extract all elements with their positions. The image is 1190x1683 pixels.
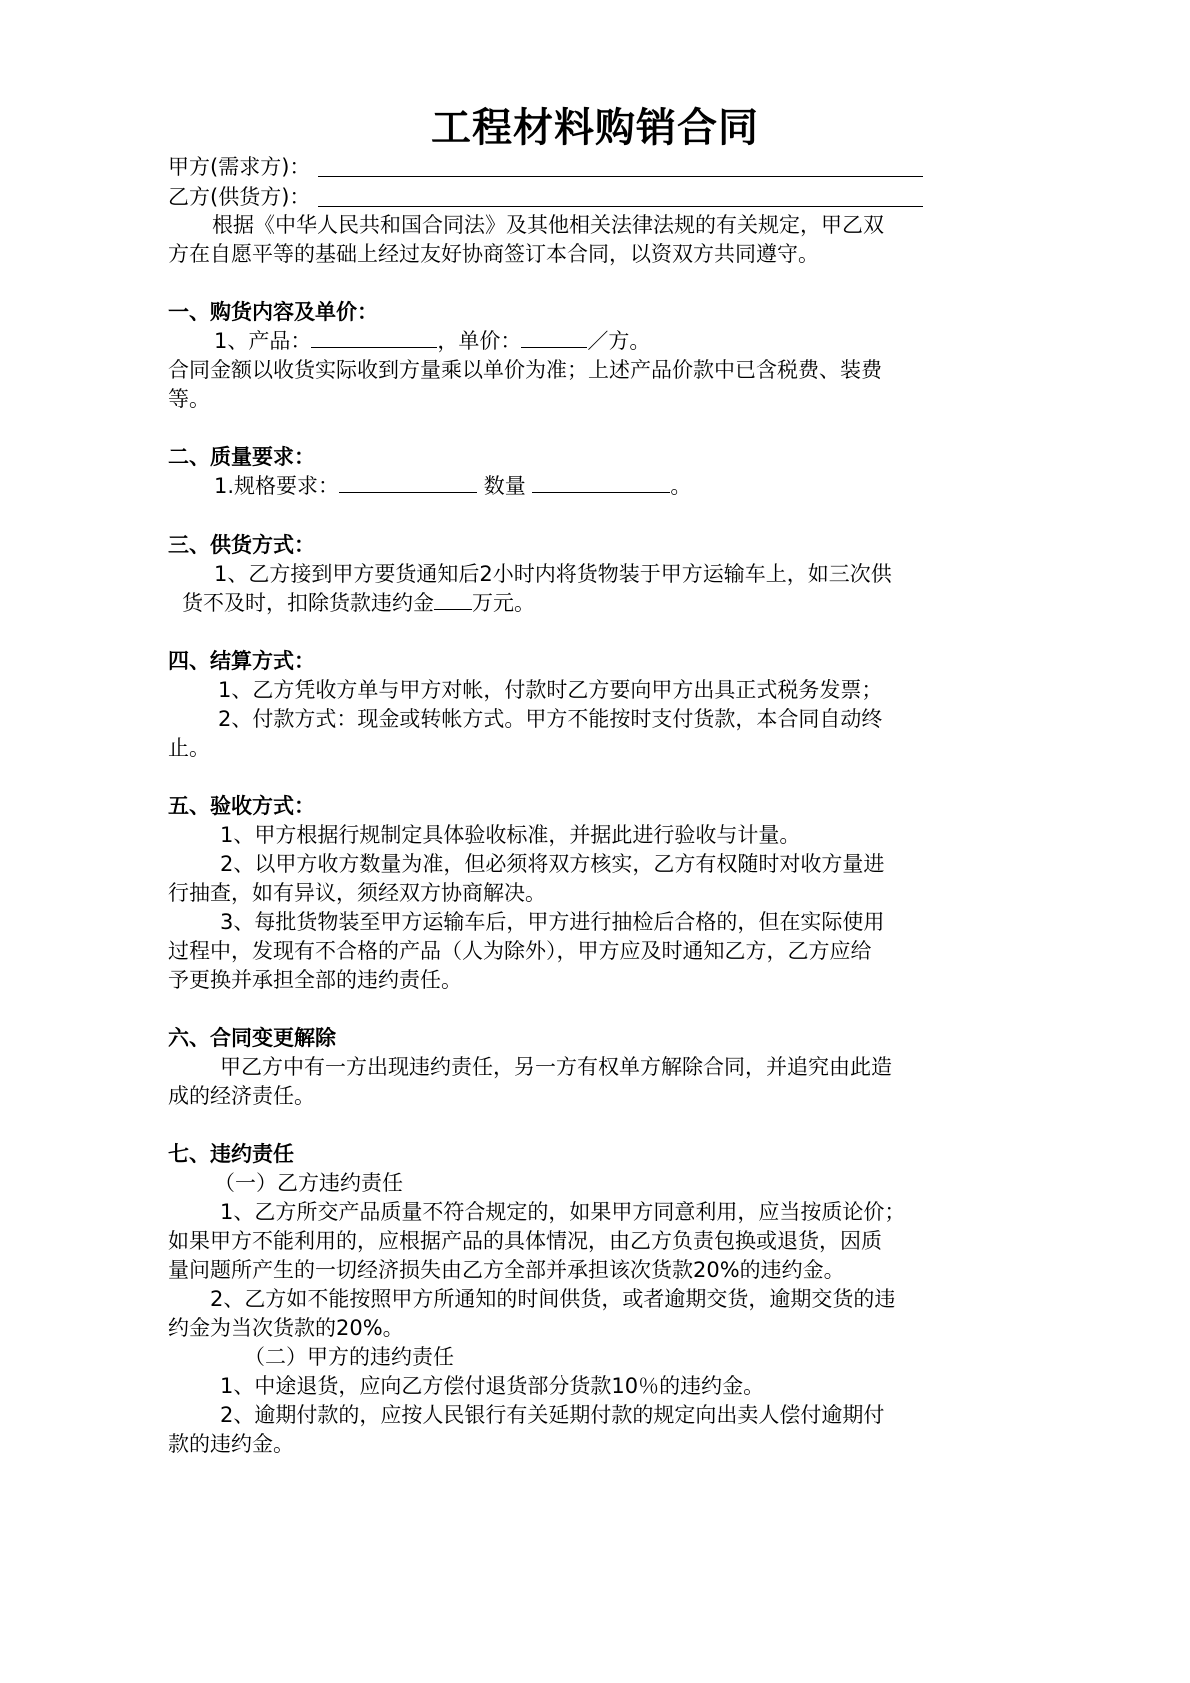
unit-label: ／方。 <box>587 329 651 353</box>
settlement-line: 止。 <box>168 736 210 760</box>
unit-price-blank <box>521 327 587 348</box>
section-heading: 七、违约责任 <box>168 1142 294 1166</box>
party-a-label: 甲方(需求方)： <box>168 155 311 179</box>
spec-blank <box>339 472 477 493</box>
termination-line: 甲乙方中有一方出现违约责任，另一方有权单方解除合同，并追究由此造 <box>220 1055 892 1079</box>
supply-penalty-line <box>182 588 535 618</box>
quantity-label: 数量 <box>483 474 526 498</box>
quantity-blank <box>532 472 670 493</box>
settlement-line: 1、乙方凭收方单与甲方对帐，付款时乙方要向甲方出具正式税务发票； <box>218 678 883 702</box>
liability-subheading: （一）乙方违约责任 <box>214 1171 403 1195</box>
penalty-unit: 万元。 <box>472 591 535 615</box>
liability-line: 1、乙方所交产品质量不符合规定的，如果甲方同意利用，应当按质论价； <box>220 1200 906 1224</box>
acceptance-line: 2、以甲方收方数量为准，但必须将双方核实，乙方有权随时对收方量进 <box>220 852 885 876</box>
acceptance-line: 过程中，发现有不合格的产品（人为除外），甲方应及时通知乙方，乙方应给 <box>168 939 872 963</box>
liability-line: 1、中途退货，应向乙方偿付退货部分货款10％的违约金。 <box>220 1374 765 1398</box>
acceptance-line: 1、甲方根据行规制定具体验收标准，并据此进行验收与计量。 <box>220 823 801 847</box>
liability-line: 约金为当次货款的20%。 <box>168 1316 404 1340</box>
intro-line: 根据《中华人民共和国合同法》及其他相关法律法规的有关规定，甲乙双 <box>212 213 884 237</box>
spec-quantity-line <box>214 471 691 501</box>
document-title: 工程材料购销合同 <box>431 105 759 151</box>
liability-line: 2、逾期付款的，应按人民银行有关延期付款的规定向出卖人偿付逾期付 <box>220 1403 885 1427</box>
intro-line: 方在自愿平等的基础上经过友好协商签订本合同，以资双方共同遵守。 <box>168 242 819 266</box>
settlement-line: 2、付款方式：现金或转帐方式。甲方不能按时支付货款，本合同自动终 <box>218 707 883 731</box>
unit-price-label: ，单价： <box>437 329 522 353</box>
penalty-blank <box>434 589 472 610</box>
supply-penalty-text: 货不及时，扣除货款违约金 <box>182 591 434 615</box>
period: 。 <box>670 474 692 498</box>
product-price-line <box>214 326 650 356</box>
amount-note-line: 合同金额以收货实际收到方量乘以单价为准；上述产品价款中已含税费、装费 <box>168 358 882 382</box>
section-heading: 二、质量要求： <box>168 445 315 469</box>
termination-line: 成的经济责任。 <box>168 1084 315 1108</box>
liability-line: 款的违约金。 <box>168 1432 294 1456</box>
section-heading: 五、验收方式： <box>168 794 315 818</box>
liability-line: 量问题所产生的一切经济损失由乙方全部并承担该次货款20%的违约金。 <box>168 1258 845 1282</box>
supply-line: 1、乙方接到甲方要货通知后2小时内将货物装于甲方运输车上，如三次供 <box>214 562 892 586</box>
section-heading: 三、供货方式： <box>168 533 315 557</box>
liability-line: 2、乙方如不能按照甲方所通知的时间供货，或者逾期交货，逾期交货的违 <box>210 1287 896 1311</box>
party-b-label: 乙方(供货方)： <box>168 185 311 209</box>
acceptance-line: 3、每批货物装至甲方运输车后，甲方进行抽检后合格的，但在实际使用 <box>220 910 885 934</box>
spec-label: 1.规格要求： <box>214 474 340 498</box>
acceptance-line: 行抽查，如有异议，须经双方协商解决。 <box>168 881 546 905</box>
amount-note-line: 等。 <box>168 387 210 411</box>
liability-subheading: （二）甲方的违约责任 <box>244 1345 454 1369</box>
product-blank <box>311 327 437 348</box>
acceptance-line: 予更换并承担全部的违约责任。 <box>168 968 462 992</box>
product-label: 1、产品： <box>214 329 312 353</box>
section-heading: 一、购货内容及单价： <box>168 300 378 324</box>
liability-line: 如果甲方不能利用的，应根据产品的具体情况，由乙方负责包换或退货，因质 <box>168 1229 882 1253</box>
section-heading: 六、合同变更解除 <box>168 1026 336 1050</box>
section-heading: 四、结算方式： <box>168 649 315 673</box>
party-a-blank-line <box>318 176 923 177</box>
party-b-blank-line <box>318 206 923 207</box>
